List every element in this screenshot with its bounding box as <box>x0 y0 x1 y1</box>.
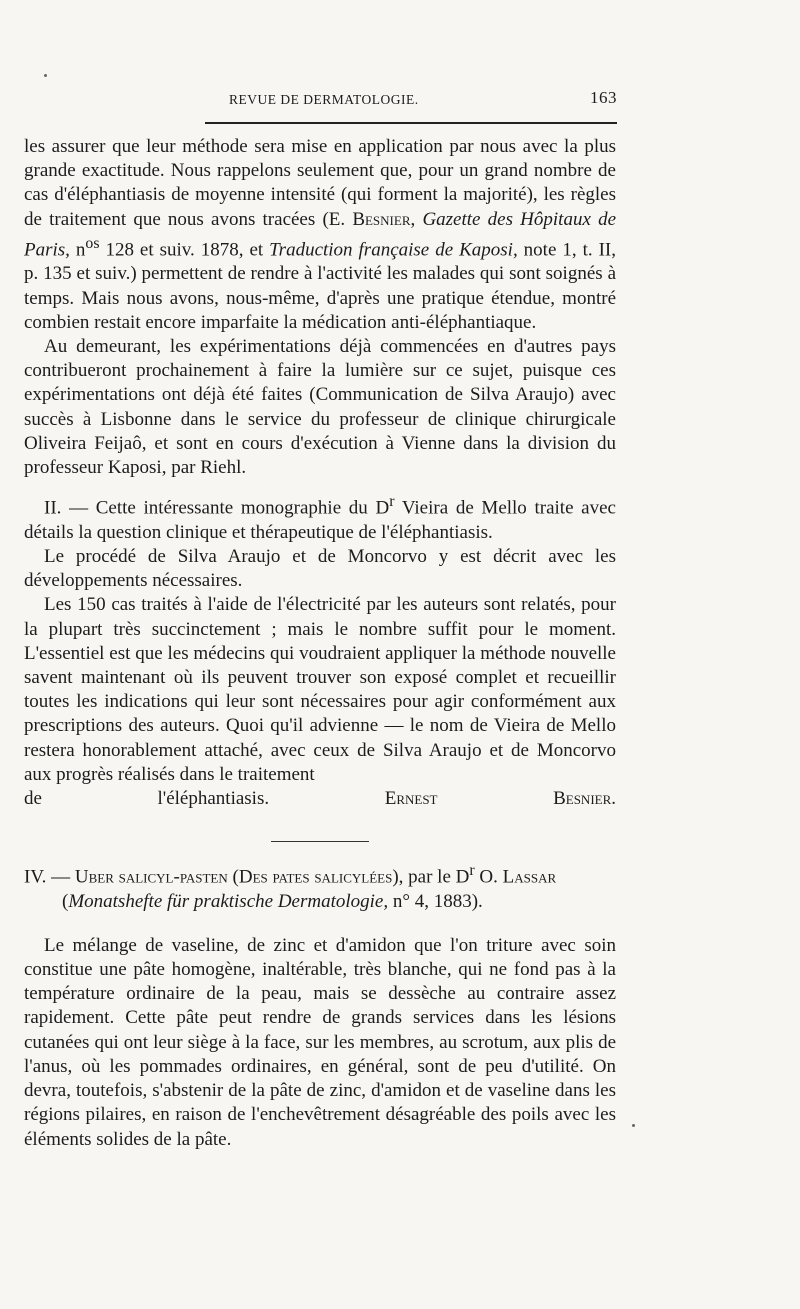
author-name: Besnier <box>352 208 411 230</box>
paragraph: II. — Cette intéressante monographie du $D^r$ Vieira de Mello traite avec détails la question clinique et thérapeutique de l'éléphantiasis. <box>24 493 616 543</box>
journal-title: Gazette des Hôpitaux de Paris, <box>24 208 616 261</box>
paragraph: les assurer que leur méthode sera mise en application par nous avec la plus grande exactitude. Nous rappelons seulement que, pour un grand nombre de cas d'éléphantiasis de moyenne intensité (qui forment la majorité), les règles de traitement que nous avons tracées (E. Besnier, Gazette des Hôpitaux de Paris, $n^{os}$ 128 et suiv. 1878, et Traduction française de Kaposi, note 1, t. II, p. 135 et suiv.) permettent de rendre à l'activité les malades qui sont soignés à temps. Mais nous avons, nous-même, d'après une pratique étendue, montré combien restait encore imparfaite la médication anti-éléphantiaque. <box>24 136 616 333</box>
paper-speck <box>632 1124 635 1127</box>
signature: Ernest Besnier. <box>384 787 617 809</box>
running-title: REVUE DE DERMATOLOGIE. <box>229 92 419 107</box>
signature-line <box>24 787 616 811</box>
paper-speck <box>44 74 47 77</box>
book-title: Traduction française de Kaposi, <box>269 239 518 261</box>
page-number: 163 <box>590 88 617 107</box>
section-separator <box>271 841 369 842</box>
body-text <box>24 135 616 1152</box>
paragraph-end: de l'éléphantiasis. <box>24 787 270 809</box>
header-rule <box>205 122 617 124</box>
article-title: IV. — Uber salicyl-pasten (Des pates salicylées), par le $D^r$ O. Lassar <box>24 862 557 888</box>
paragraph: Au demeurant, les expérimentations déjà commencées en d'autres pays contribueront prochainement à faire la lumière sur ce sujet, puisque ces expérimentations ont déjà été faites (Communication de Silva Araujo) avec succès à Lisbonne dans le service du professeur de clinique chirurgicale Oliveira Feijaô, et sont en cours d'exécution à Vienne dans la division du professeur Kaposi, par Riehl. <box>24 335 616 478</box>
paragraph: Les 150 cas traités à l'aide de l'électricité par les auteurs sont relatés, pour la plupart très succinctement ; mais le nombre suffit pour le moment. L'essentiel est que les médecins qui voudraient appliquer la méthode nouvelle savent maintenant où ils peuvent trouver son exposé complet et recueillir toutes les indications qui leur sont nécessaires pour agir conformément aux prescriptions des auteurs. Quoi qu'il advienne — le nom de Vieira de Mello restera honorablement attaché, avec ceux de Silva Araujo et de Moncorvo aux progrès réalisés dans le traitement <box>24 594 616 785</box>
paragraph: Le mélange de vaseline, de zinc et d'amidon que l'on triture avec soin constitue une pâte homogène, inaltérable, très blanche, qui ne fond pas à la température ordinaire de la peau, mais se dessèche au contraire assez rapidement. Cette pâte peut rendre de grands services dans les lésions cutanées qui ont leur siège à la face, sur les membres, au scrotum, aux plis de l'anus, où les pommades ordinaires, en général, sont de peu d'utilité. On devra, toutefois, s'abstenir de la pâte de zinc, d'amidon et de vaseline dans les régions pilaires, en raison de l'enchevêtrement désagréable des poils avec les éléments solides de la pâte. <box>24 934 616 1150</box>
running-header <box>205 88 617 110</box>
article-source: (Monatshefte für praktische Dermatologie, n° 4, 1883). <box>62 890 483 912</box>
paragraph: Le procédé de Silva Araujo et de Moncorvo y est décrit avec les développements nécessaires. <box>24 545 616 592</box>
author-name: Lassar <box>502 866 557 888</box>
journal-title: Monatshefte für praktische Dermatologie, <box>68 890 389 912</box>
